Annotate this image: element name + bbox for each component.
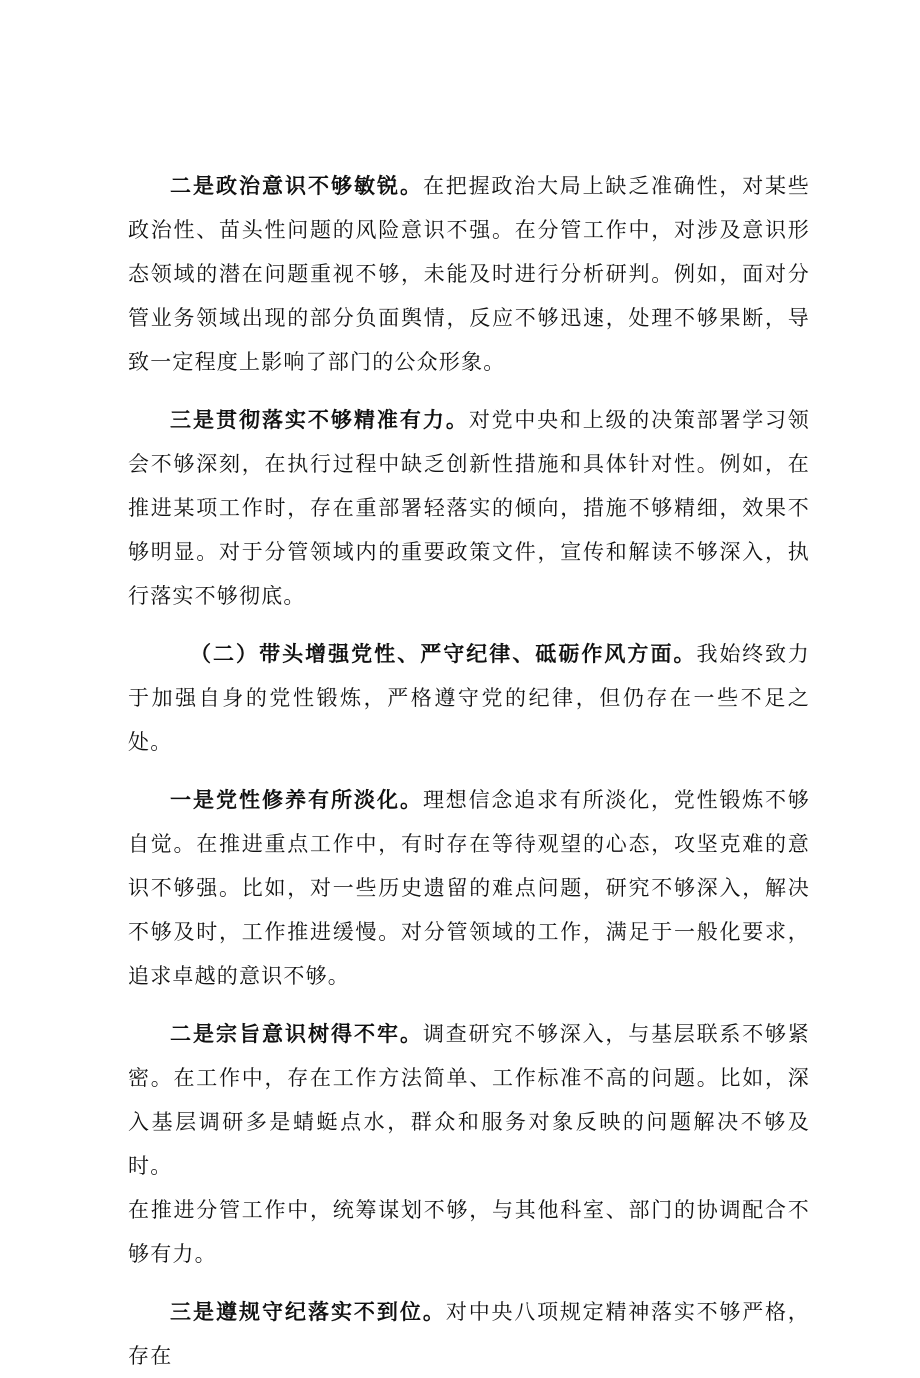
- document-body: [128, 164, 810, 1378]
- paragraph-heading: 二是政治意识不够敏锐。: [170, 174, 423, 198]
- paragraph-heading: 一是党性修养有所淡化。: [170, 788, 423, 812]
- paragraph-discipline: [128, 1290, 810, 1378]
- paragraph-heading: 三是贯彻落实不够精准有力。: [170, 408, 469, 432]
- paragraph-text: 在推进分管工作中，统筹谋划不够，与其他科室、部门的协调配合不够有力。: [128, 1198, 810, 1266]
- paragraph-heading: 二是宗旨意识树得不牢。: [170, 1022, 423, 1046]
- paragraph-text: 理想信念追求有所淡化，党性锻炼不够自觉。在推进重点工作中，有时存在等待观望的心态，攻坚克难的意识不够强。比如，对一些历史遗留的难点问题，研究不够深入，解决不够及时，工作推进缓慢。对分管领域的工作，满足于一般化要求，追求卓越的意识不够。: [128, 788, 810, 988]
- paragraph-party-cultivation: [128, 778, 810, 998]
- paragraph-text: 调查研究不够深入，与基层联系不够紧密。在工作中，存在工作方法简单、工作标准不高的问题。比如，深入基层调研多是蜻蜓点水，群众和服务对象反映的问题解决不够及时。: [128, 1022, 810, 1178]
- paragraph-text: 对中央八项规定精神落实不够严格，存在: [128, 1300, 810, 1368]
- paragraph-purpose-awareness: [128, 1012, 810, 1188]
- paragraph-text: 对党中央和上级的决策部署学习领会不够深刻，在执行过程中缺乏创新性措施和具体针对性。例如，在推进某项工作时，存在重部署轻落实的倾向，措施不够精细，效果不够明显。对于分管领域内的重要政策文件，宣传和解读不够深入，执行落实不够彻底。: [128, 408, 811, 608]
- paragraph-implementation: [128, 398, 810, 618]
- section-heading-party-spirit: [128, 632, 810, 764]
- paragraph-coordination: [128, 1188, 810, 1276]
- paragraph-heading: 三是遵规守纪落实不到位。: [170, 1300, 446, 1324]
- section-heading: （二）带头增强党性、严守纪律、砥砺作风方面。: [190, 642, 697, 666]
- paragraph-political-awareness: [128, 164, 810, 384]
- paragraph-text: 我始终致力于加强自身的党性锻炼，严格遵守党的纪律，但仍存在一些不足之处。: [128, 642, 810, 754]
- paragraph-text: 在把握政治大局上缺乏准确性，对某些政治性、苗头性问题的风险意识不强。在分管工作中，对涉及意识形态领域的潜在问题重视不够，未能及时进行分析研判。例如，面对分管业务领域出现的部分负面舆情，反应不够迅速，处理不够果断，导致一定程度上影响了部门的公众形象。: [128, 174, 810, 374]
